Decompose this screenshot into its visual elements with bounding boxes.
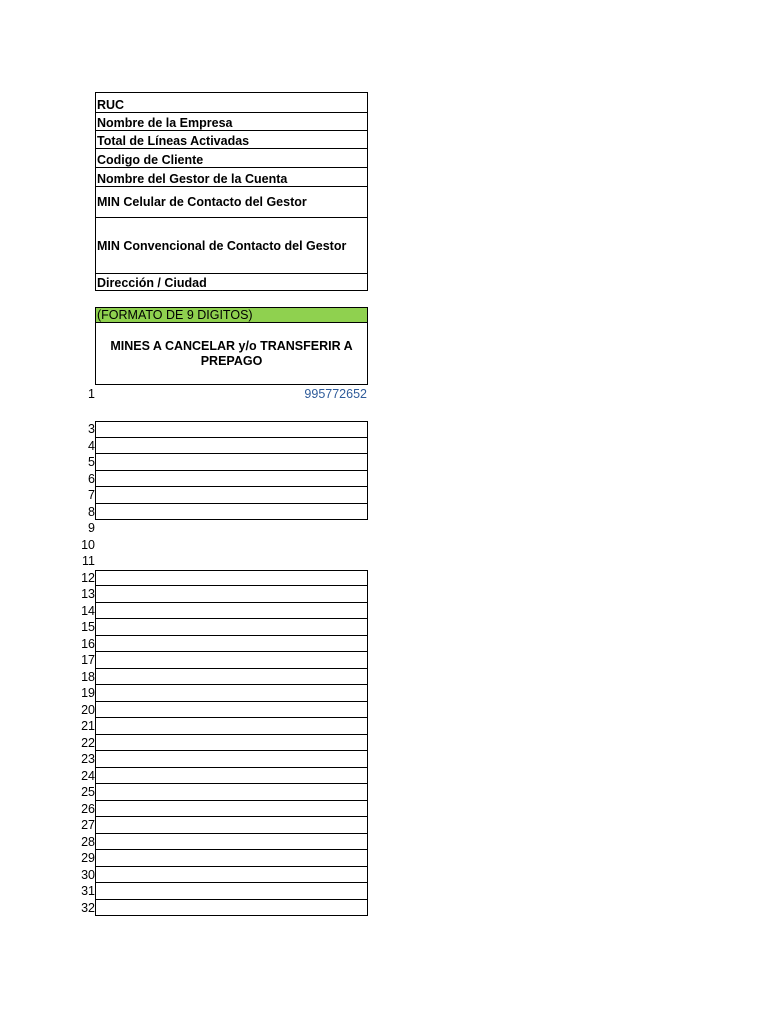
row-number: 5 [88, 455, 95, 469]
mine-entry-cell[interactable] [95, 900, 368, 917]
field-ruc: RUC [96, 93, 368, 113]
row-number: 24 [81, 768, 95, 783]
row-number: 1 [88, 387, 95, 401]
mine-entry-cell[interactable] [95, 850, 368, 867]
mine-entry-cell[interactable] [95, 471, 368, 488]
row-number: 22 [81, 735, 95, 750]
row-number: 28 [81, 834, 95, 849]
mine-entry-cell[interactable] [95, 702, 368, 719]
row-number: 14 [81, 603, 95, 618]
row-number: 12 [81, 570, 95, 585]
row-number: 8 [88, 504, 95, 519]
mine-entry-cell[interactable] [95, 883, 368, 900]
mine-entry-cell[interactable] [95, 735, 368, 752]
mine-entry-cell[interactable] [95, 570, 368, 587]
mine-entry-cell[interactable] [95, 636, 368, 653]
format-note-bar: (FORMATO DE 9 DIGITOS) [95, 307, 368, 323]
mine-entry-cell[interactable] [95, 619, 368, 636]
mine-entry-cell[interactable] [95, 751, 368, 768]
row-number: 10 [81, 537, 95, 552]
row-number: 18 [81, 669, 95, 684]
row-number: 16 [81, 636, 95, 651]
mine-entry-cell[interactable] [95, 718, 368, 735]
row-number: 30 [81, 867, 95, 882]
row-number: 23 [81, 752, 95, 766]
field-active-lines: Total de Líneas Activadas [96, 131, 368, 149]
row-number: 32 [81, 900, 95, 915]
mine-entry-cell[interactable] [95, 438, 368, 455]
mine-entry-cell[interactable] [95, 685, 368, 702]
row-number: 15 [81, 620, 95, 634]
mine-entry-cell[interactable] [95, 603, 368, 620]
row-number: 17 [81, 653, 95, 667]
row-number: 26 [81, 801, 95, 816]
mine-entry-cell[interactable] [95, 652, 368, 669]
row-number: 27 [81, 818, 95, 832]
phone-number-cell: 995772652 [304, 387, 367, 401]
row-number: 4 [88, 438, 95, 453]
mine-entry-cell[interactable] [95, 768, 368, 785]
mines-column-header: MINES A CANCELAR y/o TRANSFERIR A PREPAGO [95, 323, 368, 385]
field-manager-landline: MIN Convencional de Contacto del Gestor [96, 218, 368, 274]
mine-entry-cell[interactable] [95, 586, 368, 603]
mine-entry-cell[interactable] [95, 669, 368, 686]
row-number: 7 [88, 488, 95, 502]
row-number: 29 [81, 851, 95, 865]
row-number: 9 [88, 521, 95, 535]
mine-entry-cell[interactable] [95, 834, 368, 851]
row-number: 3 [88, 422, 95, 436]
row-number: 19 [81, 686, 95, 700]
row-number: 11 [82, 554, 95, 568]
field-address-city: Dirección / Ciudad [96, 274, 368, 291]
mine-entry-cell[interactable] [95, 867, 368, 884]
row-number: 20 [81, 702, 95, 717]
mine-entry-cell[interactable] [95, 817, 368, 834]
mine-entry-cell[interactable] [95, 454, 368, 471]
field-manager-mobile: MIN Celular de Contacto del Gestor [96, 187, 368, 218]
mine-entry-cell[interactable] [95, 487, 368, 504]
field-manager-name: Nombre del Gestor de la Cuenta [96, 168, 368, 187]
mine-entry-cell[interactable] [95, 784, 368, 801]
mine-entry-cell[interactable] [95, 421, 368, 438]
row-number: 21 [81, 719, 95, 733]
row-number: 31 [81, 884, 95, 898]
row-number: 6 [88, 471, 95, 486]
field-company-name: Nombre de la Empresa [96, 113, 368, 131]
mine-entry-cell[interactable] [95, 504, 368, 521]
row-number: 13 [81, 587, 95, 601]
mine-entry-cell[interactable] [95, 801, 368, 818]
account-info-table [95, 92, 368, 291]
field-client-code: Codigo de Cliente [96, 149, 368, 168]
row-number: 25 [81, 785, 95, 799]
